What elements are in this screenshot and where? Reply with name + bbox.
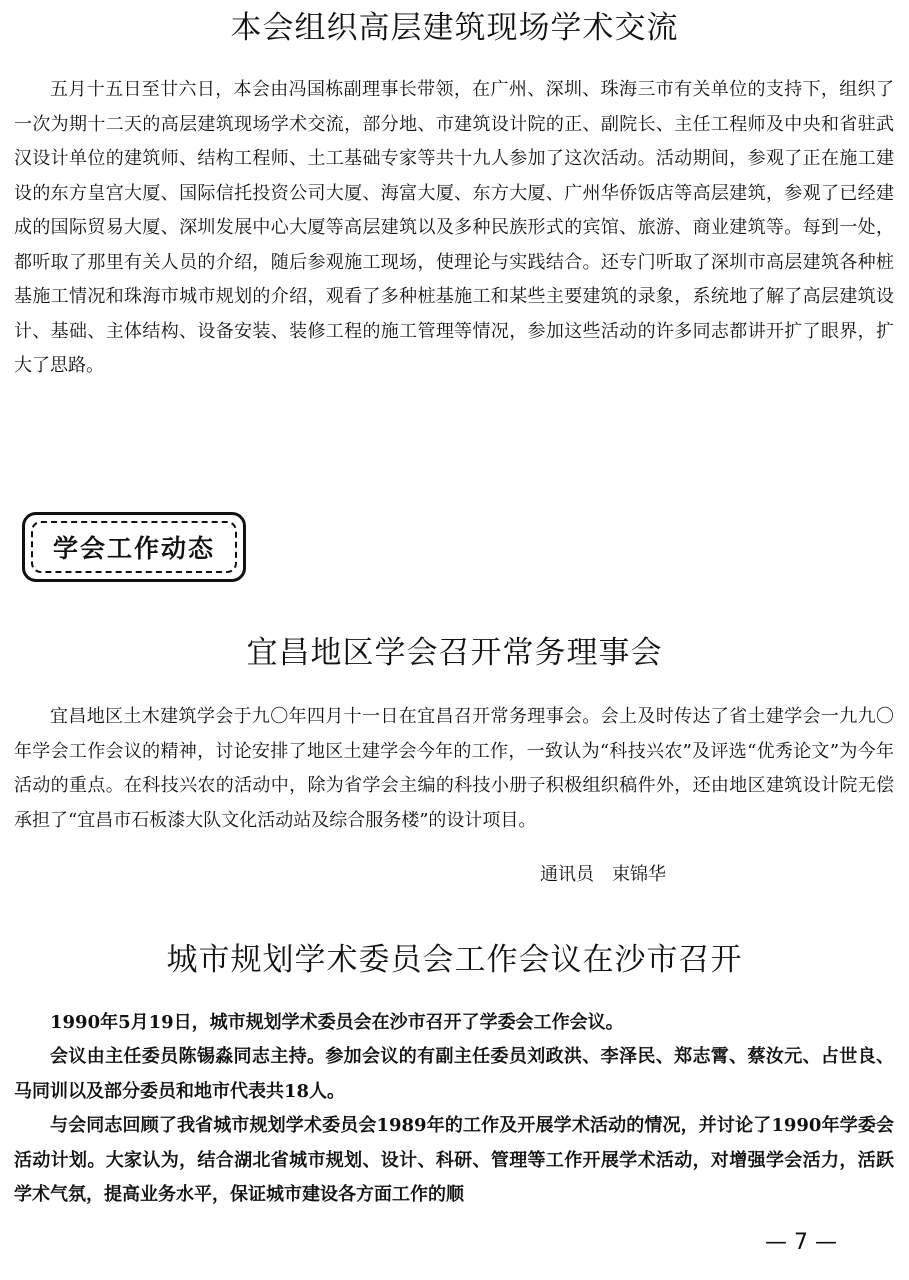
section-banner <box>22 512 246 582</box>
section-banner-label: 学会工作动态 <box>52 534 215 563</box>
article-paragraph-3: 与会同志回顾了我省城市规划学术委员会1989年的工作及开展学术活动的情况，并讨论了1990年学委会活动计划。大家认为，结合湖北省城市规划、设计、科研、管理等工作开展学术活动，对增强学会活力，活跃学术气氛，提高业务水平，保证城市建设各方面工作的顺 <box>14 1115 894 1205</box>
article-paragraph-1: 1990年5月19日，城市规划学术委员会在沙市召开了学委会工作会议。 <box>50 1012 624 1033</box>
article-title-urban-planning-meeting: 城市规划学术委员会工作会议在沙市召开 <box>166 942 743 978</box>
correspondent-byline: 通讯员 束锦华 <box>540 864 666 885</box>
article-body-yichang-council: 宜昌地区土木建筑学会于九〇年四月十一日在宜昌召开常务理事会。会上及时传达了省土建学会一九九〇年学会工作会议的精神，讨论安排了地区土建学会今年的工作，一致认为“科技兴农”及评选“优秀论文”为今年活动的重点。在科技兴农的活动中，除为省学会主编的科技小册子积极组织稿件外，还由地区建筑设计院无偿承担了“宜昌市石板漆大队文化活动站及综合服务楼”的设计项目。 <box>14 706 894 831</box>
article-title-yichang-council: 宜昌地区学会召开常务理事会 <box>246 635 663 671</box>
page-number: — 7 — <box>765 1230 837 1255</box>
article-title-high-rise-exchange: 本会组织高层建筑现场学术交流 <box>230 10 679 46</box>
article-body-high-rise-exchange: 五月十五日至廿六日，本会由冯国栋副理事长带领，在广州、深圳、珠海三市有关单位的支持下，组织了一次为期十二天的高层建筑现场学术交流，部分地、市建筑设计院的正、副院长、主任工程师及中央和省驻武汉设计单位的建筑师、结构工程师、土工基础专家等共十九人参加了这次活动。活动期间，参观了正在施工建设的东方皇宫大厦、国际信托投资公司大厦、海富大厦、东方大厦、广州华侨饭店等高层建筑，参观了已经建成的国际贸易大厦、深圳发展中心大厦等高层建筑以及多种民族形式的宾馆、旅游、商业建筑等。每到一处，都听取了那里有关人员的介绍，随后参观施工现场，使理论与实践结合。还专门听取了深圳市高层建筑各种桩基施工情况和珠海市城市规划的介绍，观看了多种桩基施工和某些主要建筑的录象，系统地了解了高层建筑设计、基础、主体结构、设备安装、装修工程的施工管理等情况，参加这些活动的许多同志都讲开扩了眼界，扩大了思路。 <box>14 79 894 376</box>
article-paragraph-2: 会议由主任委员陈锡淼同志主持。参加会议的有副主任委员刘政洪、李泽民、郑志霄、蔡汝元、占世良、马同训以及部分委员和地市代表共18人。 <box>14 1046 894 1102</box>
